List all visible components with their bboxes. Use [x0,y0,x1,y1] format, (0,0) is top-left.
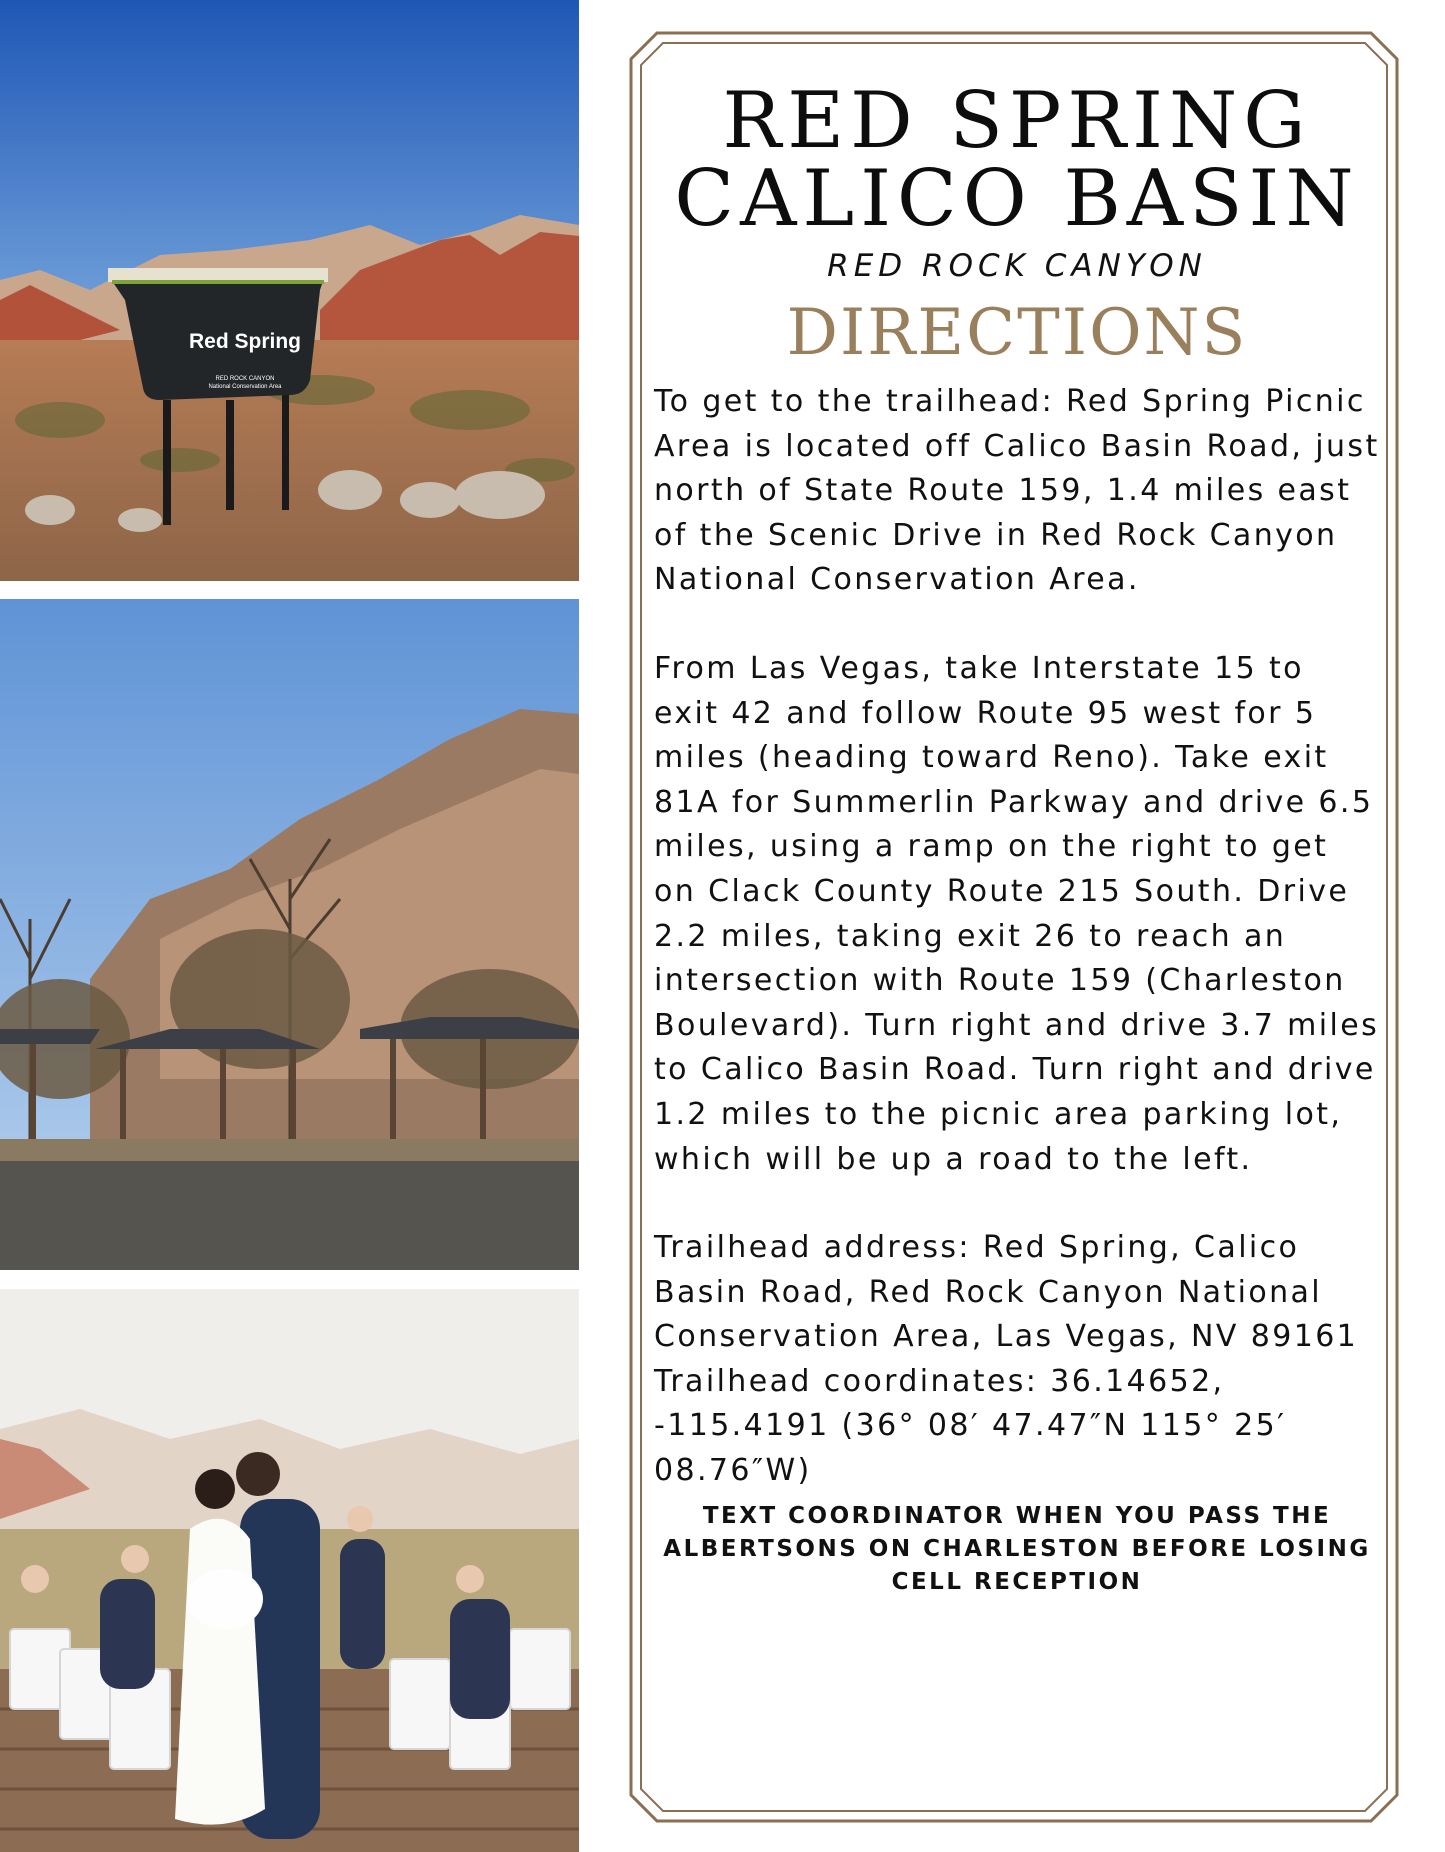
page-title [654,76,1380,244]
trailhead-paragraph: To get to the trailhead: Red Spring Picnic Area is located off Calico Basin Road, just north of State Route 159, 1.4 miles east of the Scenic Drive in Red Rock Canyon National Conservation Area. [654,384,1380,598]
section-heading: DIRECTIONS [786,296,1248,370]
title-line-1: RED SPRING [722,76,1312,166]
directions-paragraph: From Las Vegas, take Interstate 15 to exit 42 and follow Route 95 west for 5 miles (heading toward Reno). Take exit 81A for Summerlin Parkway and drive 6.5 miles, using a ramp on the right to get on Clack County Route 215 South. Drive 2.2 miles, taking exit 26 to reach an intersection with Route 159 (Charleston Boulevard). Turn right and drive 3.7 miles to Calico Basin Road. Turn right and drive 1.2 miles to the picnic area parking lot, which will be up a road to the left. [654,650,1380,1177]
address-paragraph: Trailhead address: Red Spring, Calico Basin Road, Red Rock Canyon National Conservation Area, Las Vegas, NV 89161 [654,1230,1359,1355]
sign-line-1: RED ROCK CANYON [215,376,275,382]
page-subtitle: RED ROCK CANYON [827,248,1207,284]
coordinator-note: TEXT COORDINATOR WHEN YOU PASS THE ALBERTSONS ON CHARLESTON BEFORE LOSING CELL RECEPTION [663,1502,1371,1595]
wedding-ceremony-photo [0,1289,579,1852]
coordinates-paragraph: Trailhead coordinates: 36.14652, -115.4191 (36° 08′ 47.47″N 115° 25′ 08.76″W) [654,1363,1287,1489]
picnic-area-photo [0,599,579,1270]
sign-line-2: National Conservation Area [208,384,282,390]
title-line-2: CALICO BASIN [674,154,1360,244]
directions-panel [654,76,1380,1599]
red-spring-sign-photo [0,0,579,581]
sign-name: Red Spring [188,330,301,353]
